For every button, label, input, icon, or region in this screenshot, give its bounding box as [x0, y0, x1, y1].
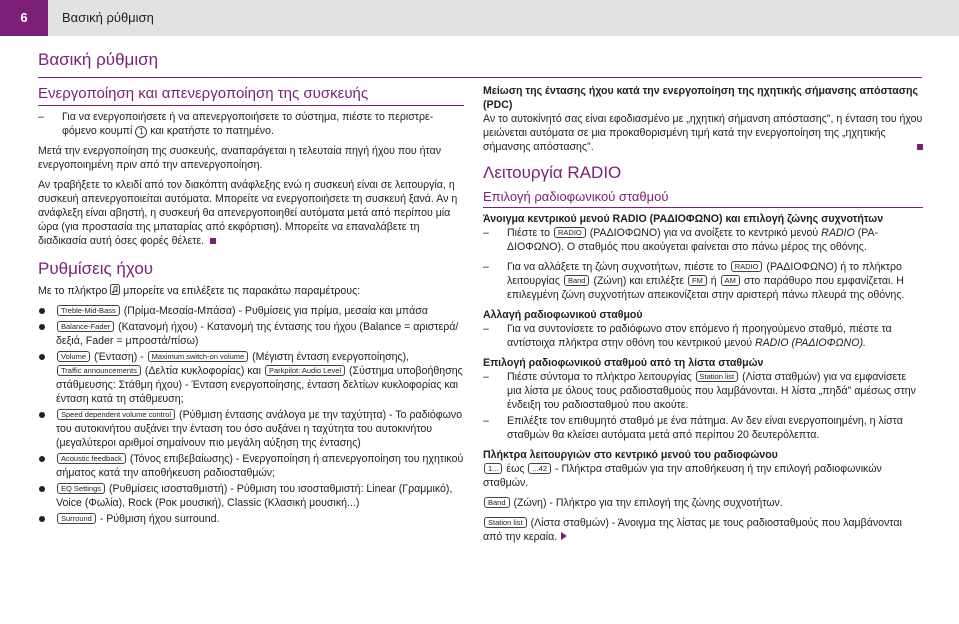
- list-item-text: (Ρυθμίσεις ισοσταθμιστή) - Ρύθμιση του ισοσταθμιστή: Linear (Γραμμικό), Voice (Φωλία), Rock (Ροκ μουσική), Classic (Κλασική μουσική...): [56, 483, 453, 509]
- step-text: Πιέστε το: [507, 227, 551, 239]
- function-keys-heading: Πλήκτρα λειτουργιών στο κεντρικό μενού του ραδιοφώνου: [483, 449, 778, 461]
- desc-text: έως: [506, 463, 525, 475]
- step-text-em: RADIO: [821, 227, 855, 239]
- sound-intro-a: Με το πλήκτρο: [38, 285, 108, 297]
- list-item-text: (Μέγιστη ένταση ενεργοποίησης),: [252, 351, 410, 363]
- list-item-text: - Ρύθμιση ήχου surround.: [99, 513, 220, 525]
- station-list-key-desc: [483, 516, 923, 544]
- power-note-2-text: Αν τραβήξετε το κλειδί από τον διακόπτη ανάφλεξης ενώ η συσκευή είναι σε λειτουργία, η συσκευή απενεργοποιείται αυτόματα. Μπορείτε να ενεργοποιήσετε τη συσκευή ξανά. Αν η ανάφλεξη είναι αβηστή, η συσκευή θα απενεργοποιηθεί αυτόματα μετά από περίπου μία ώρα (για προστασία της μπαταρίας από εκφόρτιση). Μπορείτε να επαναλάβετε τη διαδικασία αυτή όσες φορές θέλετε.: [38, 179, 458, 247]
- radio-key: RADIO: [554, 227, 586, 238]
- treble-mid-bass-key: Treble-Mid-Bass: [57, 305, 120, 316]
- end-marker-icon: [210, 238, 216, 244]
- parkpilot-audio-level-key: Parkpilot: Audio Level: [265, 365, 345, 376]
- preset-first-key: 1...: [484, 463, 502, 474]
- surround-key: Surround: [57, 513, 96, 524]
- fm-key: FM: [688, 275, 707, 286]
- step-text: Για να αλλάξετε τη ζώνη συχνοτήτων, πιέστε το: [507, 261, 727, 273]
- desc-text: (Ζώνη) - Πλήκτρο για την επιλογή της ζώνης συχνοτήτων.: [513, 497, 783, 509]
- continue-arrow-icon: [561, 532, 567, 540]
- step-text: (ΡΑΔΙΟΦΩΝΟ) ή το πλήκτρο λειτουργίας: [507, 261, 902, 287]
- sound-intro-b: μπορείτε να επιλέξετε τις παρακάτω παραμέτρους:: [123, 285, 361, 297]
- list-item-text: (Σύστημα υποβοήθησης στάθμευσης: Στάθμη ήχου) - Ένταση ενεργοποίησης, ένταση δελτίων κυκλοφορίας και ένταση κατά τη στάθμευση;: [56, 365, 463, 405]
- list-item-text: (Πρίμα-Μεσαία-Μπάσα) - Ρυθμίσεις για πρίμα, μεσαία και μπάσα: [123, 305, 428, 317]
- radio-key: RADIO: [731, 261, 763, 272]
- power-note-2: [38, 178, 464, 248]
- step-text: Για να συντονίσετε το ραδιόφωνο στον επόμενο ή προηγούμενο σταθμό, πιέστε τα αντίστοιχα πλήκτρα στην οθόνη του κεντρικού μενού: [507, 323, 892, 349]
- right-column: [483, 84, 923, 550]
- step-text: ή: [710, 275, 717, 287]
- station-list-key: Station list: [484, 517, 527, 528]
- station-list-heading: Επιλογή ραδιοφωνικού σταθμού από τη λίστα σταθμών: [483, 357, 764, 369]
- list-item-text: (Ένταση) -: [93, 351, 144, 363]
- step-text: (Λίστα σταθμών) για να εμφανίσετε μια λίστα με όλους τους ραδιοσταθμούς που λαμβάνονται. Η λίστα „πηδά" αμέσως στην ένδειξη του ραδιοσταθμού που ακούτε.: [507, 371, 916, 411]
- power-step-text: Για να ενεργοποιήσετε ή να απενεργοποιήσετε το σύστημα, πιέστε το περιστρεφόμενο κουμπί: [62, 111, 434, 137]
- band-key: Band: [484, 497, 510, 508]
- traffic-announcements-key: Traffic announcements: [57, 365, 141, 376]
- list-item: [38, 304, 464, 318]
- change-station-heading: Αλλαγή ραδιοφωνικού σταθμού: [483, 309, 643, 321]
- step-text: στο παράθυρο που εμφανίζεται. Η επιλεγμένη ζώνη συχνοτήτων απεικονίζεται στην αριστερή πάνω πλευρά της οθόνης.: [507, 275, 905, 301]
- header-title: Βασική ρύθμιση: [62, 10, 154, 25]
- list-item: [38, 320, 464, 348]
- list-item-text: (Ρύθμιση έντασης ανάλογα με την ταχύτητα) - Το ραδιόφωνο του αυτοκινήτου αυξάνει την ένταση του όσο αυξάνει η ταχύτητα του αυτοκινήτου (μεγαλύτεροι αριθμοί σημαίνουν πιο μεγάλη αύξηση της έντασης): [56, 409, 463, 449]
- title-rule: [38, 77, 922, 78]
- list-item: [38, 452, 464, 480]
- speed-dependent-volume-key: Speed dependent volume control: [57, 409, 175, 420]
- band-key: Band: [564, 275, 590, 286]
- step-text: Επιλέξτε τον επιθυμητό σταθμό με ένα πάτημα. Αν δεν είναι ενεργοποιημένη, η λίστα σταθμών θα κλείσει αυτόματα μετά από περίπου 20 δευτερόλεπτα.: [507, 415, 903, 441]
- station-list-step: [483, 370, 923, 412]
- power-step-text-end: και κρατήστε το πατημένο.: [150, 125, 274, 137]
- pdc-text-body: Αν το αυτοκίνητό σας είναι εφοδιασμένο με „ηχητική σήμανση απόστασης", η ένταση του ήχου μειώνεται αυτόματα σε μια προκαθορισμένη τιμή κατά την ενεργοποίηση της „ηχητικής σήμανσης απόστασης".: [483, 113, 923, 153]
- rotary-knob-key: 1: [135, 126, 147, 138]
- pdc-heading: Μείωση της έντασης ήχου κατά την ενεργοποίηση της ηχητικής σήμανσης απόστασης (PDC): [483, 85, 919, 111]
- section-radio-title: Λειτουργία RADIO: [483, 163, 622, 182]
- preset-keys-desc: [483, 462, 923, 490]
- music-note-icon: [110, 284, 120, 295]
- power-step: [38, 110, 464, 138]
- eq-settings-key: EQ Settings: [57, 483, 105, 494]
- list-item-text: (Τόνος επιβεβαίωσης) - Ενεργοποίηση ή απενεργοποίηση του ηχητικού σήματος κατά την αποθήκευση ραδιοσταθμών;: [56, 453, 464, 479]
- band-key-desc: [483, 496, 923, 510]
- sound-intro: [38, 284, 464, 298]
- volume-key: Volume: [57, 351, 90, 362]
- station-list-key: Station list: [696, 371, 739, 382]
- left-column: [38, 84, 464, 528]
- menu-heading: Άνοιγμα κεντρικού μενού RADIO (ΡΑΔΙΟΦΩΝΟ) και επιλογή ζώνης συχνοτήτων: [483, 213, 884, 225]
- list-item: [38, 482, 464, 510]
- radio-step: [483, 226, 923, 254]
- step-text: (Ζώνη) και επιλέξτε: [593, 275, 685, 287]
- power-note-1: Μετά την ενεργοποίηση της συσκευής, αναπαράγεται η τελευταία πηγή ήχου που ήταν ενεργοποιημένη πριν από την απενεργοποίηση.: [38, 145, 441, 171]
- section-power-title: Ενεργοποίηση και απενεργοποίηση της συσκευής: [38, 84, 464, 106]
- step-text-em: RADIO (ΡΑΔΙΟΦΩΝΟ).: [754, 337, 866, 349]
- band-step: [483, 260, 923, 302]
- page-title: Βασική ρύθμιση: [38, 50, 159, 69]
- pdc-text: [483, 112, 923, 154]
- tune-step: [483, 322, 923, 350]
- list-item: [38, 350, 464, 406]
- max-switch-on-volume-key: Maximum switch-on volume: [148, 351, 249, 362]
- preset-last-key: ...42: [528, 463, 551, 474]
- select-station-step: [483, 414, 923, 442]
- section-sound-title: Ρυθμίσεις ήχου: [38, 259, 154, 278]
- acoustic-feedback-key: Acoustic feedback: [57, 453, 126, 464]
- end-marker-icon: [917, 144, 923, 150]
- desc-text: (Λίστα σταθμών) - Άνοιγμα της λίστας με τους ραδιοσταθμούς που λαμβάνονται από την κεραία.: [483, 517, 902, 543]
- page-number: 6: [0, 0, 48, 36]
- list-item-text: (Κατανομή ήχου) - Κατανομή της έντασης του ήχου (Balance = αριστερά/δεξιά, Fader = μπροστά/πίσω): [56, 321, 459, 347]
- section-station-select-title: Επιλογή ραδιοφωνικού σταθμού: [483, 188, 923, 208]
- desc-text: - Πλήκτρα σταθμών για την αποθήκευση ή την επιλογή ραδιοφωνικών σταθμών.: [483, 463, 882, 489]
- am-key: AM: [721, 275, 740, 286]
- step-text: (ΡΑΔΙΟΦΩΝΟ) για να ανοίξετε το κεντρικό μενού: [589, 227, 819, 239]
- list-item: [38, 408, 464, 450]
- list-item-text: (Δελτία κυκλοφορίας) και: [144, 365, 261, 377]
- step-text: Πιέστε σύντομα το πλήκτρο λειτουργίας: [507, 371, 692, 383]
- balance-fader-key: Balance-Fader: [57, 321, 114, 332]
- list-item: [38, 512, 464, 526]
- step-text: (ΡΑΔΙΟΦΩΝΟ). Ο σταθμός που ακούγεται φαίνεται στο πάνω μέρος της οθόνης.: [507, 227, 879, 253]
